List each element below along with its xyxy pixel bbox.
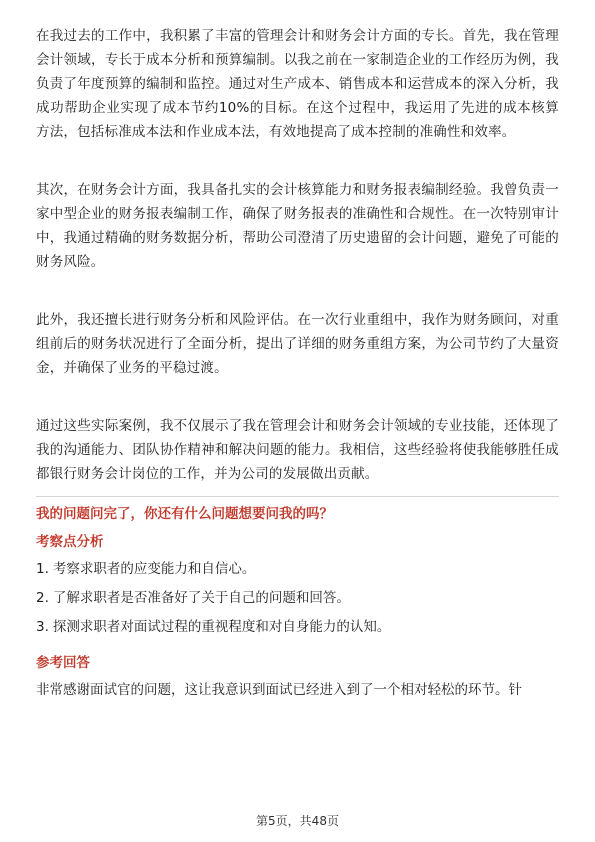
list-item	[36, 555, 559, 584]
reference-answer-heading: 参考回答	[36, 655, 90, 671]
body-paragraph-4: 通过这些实际案例，我不仅展示了我在管理会计和财务会计领域的专业技能，还体现了我的沟通能力、团队协作精神和解决问题的能力。我相信，这些经验将使我能够胜任成都银行财务会计岗位的工作，并为公司的发展做出贡献。	[36, 418, 559, 482]
list-item-text: 探测求职者对面试过程的重视程度和对自身能力的认知。	[52, 619, 391, 635]
list-item-text: 了解求职者是否准备好了关于自己的问题和回答。	[52, 590, 350, 606]
list-item-number: 3.	[36, 619, 49, 635]
list-item-text: 考察求职者的应变能力和自信心。	[52, 561, 256, 577]
body-paragraph-3: 此外，我还擅长进行财务分析和风险评估。在一次行业重组中，我作为财务顾问，对重组前后的财务状况进行了全面分析，提出了详细的财务重组方案，为公司节约了大量资金，并确保了业务的平稳过渡。	[36, 312, 559, 376]
analysis-list	[36, 555, 559, 642]
list-item	[36, 584, 559, 613]
list-item-number: 2.	[36, 590, 49, 606]
page-footer: 第5页，共48页	[256, 814, 339, 828]
reference-answer-text: 非常感谢面试官的问题，这让我意识到面试已经进入到了一个相对轻松的环节。针	[36, 682, 522, 698]
list-item-number: 1.	[36, 561, 49, 577]
section-divider	[36, 496, 559, 497]
body-paragraph-1: 在我过去的工作中，我积累了丰富的管理会计和财务会计方面的专长。首先，我在管理会计领域，专长于成本分析和预算编制。以我之前在一家制造企业的工作经历为例，我负责了年度预算的编制和监控。通过对生产成本、销售成本和运营成本的深入分析，我成功帮助企业实现了成本节约10%的目标。在这个过程中，我运用了先进的成本核算方法，包括标准成本法和作业成本法，有效地提高了成本控制的准确性和效率。	[36, 28, 559, 140]
document-page	[36, 24, 559, 702]
list-item	[36, 613, 559, 642]
body-paragraph-2: 其次，在财务会计方面，我具备扎实的会计核算能力和财务报表编制经验。我曾负责一家中型企业的财务报表编制工作，确保了财务报表的准确性和合规性。在一次特别审计中，我通过精确的财务数据分析，帮助公司澄清了历史遗留的会计问题，避免了可能的财务风险。	[36, 182, 559, 270]
analysis-heading: 考察点分析	[36, 534, 104, 550]
interview-question: 我的问题问完了，你还有什么问题想要问我的吗？	[36, 506, 333, 522]
